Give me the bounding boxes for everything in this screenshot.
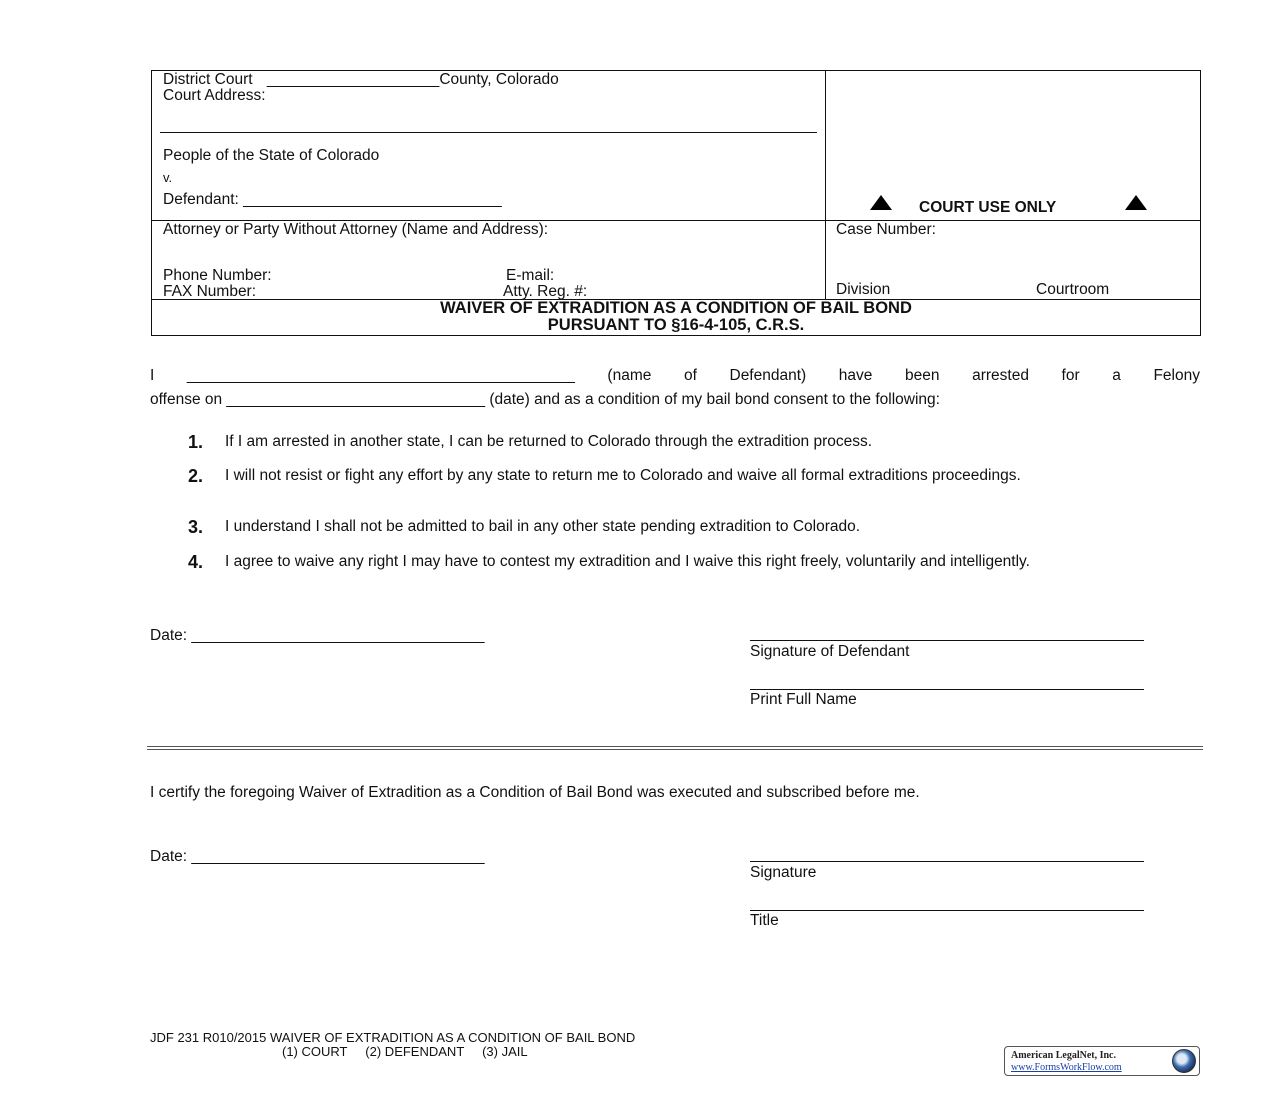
county-blank[interactable]: ____________________ xyxy=(266,71,440,88)
item-number: 1. xyxy=(188,432,204,452)
atty-reg-label: Atty. Reg. #: xyxy=(503,283,588,300)
print-name-line[interactable] xyxy=(750,689,1144,690)
intro-line-2[interactable]: offense on ______________________________ (date) and as a condition of my bail bond consent to the following: xyxy=(150,391,940,408)
logo-url[interactable]: www.FormsWorkFlow.com xyxy=(1011,1062,1122,1073)
certify-statement: I certify the foregoing Waiver of Extradition as a Condition of Bail Bond was executed and subscribed before me. xyxy=(150,784,920,801)
up-arrow-icon-left xyxy=(870,195,892,210)
list-item: I agree to waive any right I may have to contest my extradition and I waive this right freely, voluntarily and intelligently. xyxy=(225,553,1030,570)
court-address-label: Court Address: xyxy=(163,87,266,104)
list-item: I will not resist or fight any effort by any state to return me to Colorado and waive all formal extraditions proceedings. xyxy=(225,467,1021,484)
form-title xyxy=(151,300,1201,334)
defendant-signature-line[interactable] xyxy=(750,640,1144,641)
fax-label: FAX Number: xyxy=(163,283,257,300)
case-number-label: Case Number: xyxy=(836,221,936,238)
intro-line-1[interactable]: I _____________________________________________ (name of Defendant) have been arrested for a Felony xyxy=(150,367,1200,384)
distribution-footer: (1) COURT (2) DEFENDANT (3) JAIL xyxy=(282,1044,528,1059)
defendant-field[interactable]: Defendant: ______________________________ xyxy=(163,191,502,208)
certify-signature-line[interactable] xyxy=(750,861,1144,862)
county-label: County, Colorado xyxy=(439,71,559,88)
up-arrow-icon-right xyxy=(1125,195,1147,210)
logo-name: American LegalNet, Inc. xyxy=(1011,1050,1116,1061)
title-line[interactable] xyxy=(750,910,1144,911)
signature-of-defendant-label: Signature of Defendant xyxy=(750,643,910,660)
form-id-footer: JDF 231 R010/2015 WAIVER OF EXTRADITION AS A CONDITION OF BAIL BOND xyxy=(150,1030,636,1045)
section-divider xyxy=(147,746,1203,747)
email-label: E-mail: xyxy=(506,267,555,284)
courtroom-label: Courtroom xyxy=(1036,281,1110,298)
division-label: Division xyxy=(836,281,891,298)
print-full-name-label: Print Full Name xyxy=(750,691,857,708)
court-use-only-label: COURT USE ONLY xyxy=(919,199,1057,216)
district-court-label: District Court xyxy=(163,71,253,88)
item-number: 4. xyxy=(188,552,204,572)
globe-icon xyxy=(1172,1049,1196,1073)
title-label: Title xyxy=(750,912,779,929)
certify-date-field[interactable]: Date: __________________________________ xyxy=(150,848,485,865)
item-number: 3. xyxy=(188,517,204,537)
form-title-line1: WAIVER OF EXTRADITION AS A CONDITION OF BAIL BOND xyxy=(440,299,912,317)
versus-label: v. xyxy=(163,170,173,185)
phone-label: Phone Number: xyxy=(163,267,272,284)
list-item: If I am arrested in another state, I can be returned to Colorado through the extradition process. xyxy=(225,433,873,450)
form-title-line2: PURSUANT TO §16-4-105, C.R.S. xyxy=(547,316,805,334)
defendant-date-field[interactable]: Date: __________________________________ xyxy=(150,627,485,644)
list-item: I understand I shall not be admitted to bail in any other state pending extradition to Colorado. xyxy=(225,518,861,535)
item-number: 2. xyxy=(188,466,204,486)
american-legalnet-logo xyxy=(1004,1046,1200,1076)
attorney-label: Attorney or Party Without Attorney (Name and Address): xyxy=(163,221,549,238)
people-label: People of the State of Colorado xyxy=(163,147,380,164)
signature-label: Signature xyxy=(750,864,817,881)
